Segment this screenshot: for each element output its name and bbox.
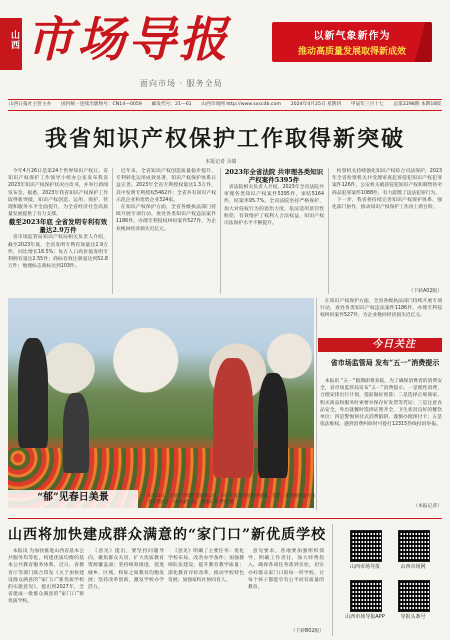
bottom-jump-line[interactable]: （下转B02版）: [290, 629, 324, 634]
lead-overflow-column: [320, 298, 442, 334]
qr-code-icon[interactable]: [350, 580, 382, 612]
lead-column-3: [224, 168, 324, 294]
qr-label: 山西市场导报: [349, 564, 380, 570]
info-issue: 总第2298期 本期16版: [393, 102, 441, 107]
banner-line-1: 以新气象新作为: [313, 31, 391, 42]
lead-paragraph: 省市场监管局知识产权局相关负责人介绍，截至2023年底，全省发明专利有效量达2.9万件，同比增长18.5%；每万人口高价值发明专利拥有量达2.55件；商标有效注册量达到52.8万件；地理标志商标达到103件。: [8, 235, 108, 270]
lead-column-2: [116, 168, 216, 294]
banner-line-2: 推动高质量发展取得新成效: [297, 47, 406, 57]
publication-info-bar: [8, 99, 442, 111]
spring-tulip-photo[interactable]: [8, 298, 314, 508]
lead-jump-line[interactable]: （下转A02版）: [408, 289, 442, 294]
lead-paragraph: 近年来，全省知识产权创造质量稳步提升，专利转化运用成效显著，知识产权保护体系日益完善。2023年全省专利授权量达1.3万件，其中发明专利授权5462件；全省共有知识产权示范企业和优势企业324家。: [116, 169, 216, 203]
today-credit: （本报记者）: [413, 504, 442, 509]
qr-code-icon[interactable]: [350, 530, 382, 562]
photo-person: [258, 373, 288, 478]
lead-headline[interactable]: 我省知识产权保护工作取得新突破: [44, 126, 405, 152]
column-divider: [220, 168, 221, 294]
info-date: 2024年4月25日 星期四: [290, 102, 342, 107]
lead-paragraph: 今年4月26日是第24个世界知识产权日。省知识产权保护工作领导小组办公室发布我省2023年知识产权保护状况白皮书，并举行新闻发布会。据悉，2023年我省知识产权保护工作取得新突破，知识产权创造、运用、保护、管理和服务水平全面提升，为全省经济社会高质量发展提供了有力支撑。: [8, 169, 108, 218]
logo-province: 山西: [9, 30, 19, 50]
qr-code-icon[interactable]: [398, 530, 430, 562]
bottom-paragraph: 《意见》提出，要坚持问题导向，聚焦群众关切，扩大优质教育资源覆盖面；坚持统筹推进，促进城乡、区域、校际之间教育均衡发展；坚持改革创新，激发学校办学活力。: [88, 549, 164, 591]
info-website[interactable]: 山西市场网 http://www.sxscdb.com: [201, 102, 281, 107]
photo-person: [18, 338, 48, 448]
masthead-slogan: 面向市场 · 服务全局: [140, 79, 223, 88]
bottom-column-3: [168, 548, 244, 634]
today-focus-label: 今日关注: [372, 339, 416, 350]
info-publisher: 山西日报社主管主办: [9, 102, 52, 107]
lead-column-1: [8, 168, 108, 294]
qr-label: 山西市场导报APP: [345, 614, 385, 620]
lead-paragraph: 在知识产权保护方面，全省各级执法部门持续开展专项行动，查处各类知识产权违法案件1186件，办理专利侵权纠纷案件527件，为企业挽回经济损失近亿元。: [116, 205, 216, 232]
today-focus-body: [320, 378, 442, 500]
column-divider: [316, 298, 317, 510]
info-postal-code: 邮发代号：21—61: [151, 102, 192, 107]
campaign-banner[interactable]: [272, 22, 432, 62]
photo-credit: 本报记者 曹勇 摄: [200, 500, 234, 505]
bottom-column-2: [88, 548, 164, 634]
newspaper-logo[interactable]: 市场导报: [26, 12, 231, 68]
column-divider: [112, 168, 113, 294]
bottom-paragraph: 《意见》明确了主要任务：优化学校布局，改善办学条件；加强教师队伍建设，提升教育教学质量；深化教育评价改革，推动学校特色发展；加强家校社协同育人。: [168, 549, 244, 583]
photo-caption-text: 4月21日，太原市晋源区晋阳湖公园，市民在郁金香花海中游览、赏花。郁金香的盛开为春日增添了一抹亮丽色彩。: [148, 494, 316, 505]
lead-subheading-2: 2023年全省法院 共审理各类知识产权案件5395件: [224, 168, 324, 184]
photo-person: [63, 393, 89, 473]
info-lunar-date: 甲辰年三月十七: [350, 102, 384, 107]
today-paragraph: 本报讯 “五一”假期即将来临，为了确保消费者的消费安全，省市场监管局发布“五一”消费提示。一是理性消费，合理安排出行计划，提前做好预算；二是选择正规商家，购买商品和服务时索要并保存好发票等凭证；三是注意食品安全，外出就餐时选择证照齐全、卫生状况良好的餐饮单位；四是警惕预付式消费陷阱，谨慎办理预付卡；五是依法维权，遇到消费纠纷时可拨打12315热线投诉举报。: [320, 379, 442, 428]
bottom-column-4: [248, 548, 324, 628]
info-cn-number: 国内统一连续出版物号：CN14—0059: [60, 102, 142, 107]
lead-subheading-1: 截至2023年底 全省发明专利有效量达2.9万件: [8, 218, 108, 235]
qr-code-icon[interactable]: [398, 580, 430, 612]
lead-paragraph: 检察机关持续强化知识产权综合司法保护，2023年全省检察机关共受理审查起诉侵犯知识产权犯罪案件126件。公安机关破获侵犯知识产权和制售伪劣商品犯罪案件1088件，有力震慑了违法犯罪行为。: [332, 169, 442, 196]
column-divider: [332, 524, 333, 636]
bottom-headline[interactable]: 山西将加快建成群众满意的“家门口”新优质学校: [8, 527, 327, 543]
bottom-column-1: [8, 548, 84, 634]
lead-paragraph: 在知识产权保护方面，全省各级执法部门持续开展专项行动，查处各类知识产权违法案件1186件，办理专利侵权纠纷案件527件，为企业挽回经济损失近亿元。: [320, 299, 442, 319]
section-divider: [8, 518, 442, 519]
photo-person: [213, 358, 253, 478]
today-focus-headline[interactable]: 省市场监管局 发布“五一”消费提示: [330, 358, 440, 367]
masthead: [0, 0, 450, 98]
photo-caption: [148, 494, 316, 506]
qr-label: 山西市场网: [400, 564, 426, 570]
bottom-paragraph: 意见要求，各地要加强组织领导，明确工作责任，加大经费投入，确保各项任务落到实处，切实办好群众家门口的每一所学校，让每个孩子都能享有公平而有质量的教育。: [248, 549, 324, 591]
qr-label: 导报头条号: [400, 614, 426, 620]
column-divider: [328, 168, 329, 294]
lead-paragraph: 下一步，我省将持续完善知识产权保护体系，强化部门协作，推动知识产权保护工作再上新台阶。: [332, 197, 442, 211]
photo-title: “郁”见春日美景: [37, 492, 109, 503]
lead-column-4: [332, 168, 442, 288]
lead-byline: 本报记者 余婧: [205, 159, 237, 165]
bottom-paragraph: 本报讯 为加快推进山西省基本公共服务均等化，构建优质均衡的基本公共教育服务体系，近日，省教育厅等部门联合印发《关于加快建设群众满意的“家门口”新优质学校的实施意见》，提出到2027年，全省建成一批群众满意的“家门口”新优质学校。: [8, 549, 84, 605]
lead-paragraph: 省法院相关负责人介绍，2023年全省法院共审理各类知识产权案件5395件，审结5164件，结案率95.7%。全省法院坚持严格保护，加大对侵权行为的惩治力度，依法适用惩罚性赔偿，有效维护了权利人合法权益，知识产权司法保护水平不断提升。: [224, 185, 324, 227]
